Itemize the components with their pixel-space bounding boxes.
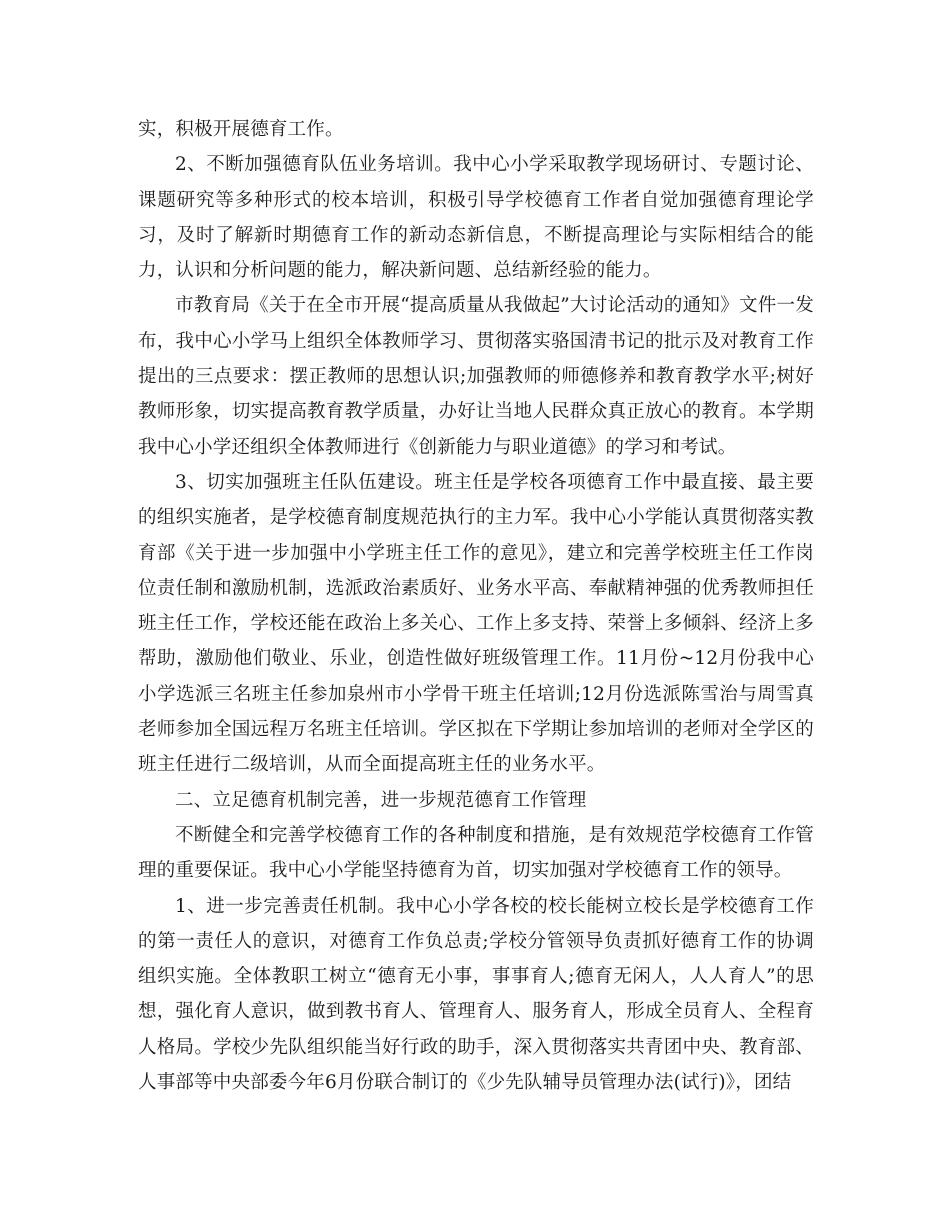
paragraph-4: 3、切实加强班主任队伍建设。班主任是学校各项德育工作中最直接、最主要的组织实施者，是学校德育制度规范执行的主力军。我中心小学能认真贯彻落实教育部《关于进一步加强中小学班主任工作的意见》，建立和完善学校班主任工作岗位责任制和激励机制，选派政治素质好、业务水平高、奉献精神强的优秀教师担任班主任工作，学校还能在政治上多关心、工作上多支持、荣誉上多倾斜、经济上多帮助，激励他们敬业、乐业，创造性做好班级管理工作。11月份~12月份我中心小学选派三名班主任参加泉州市小学骨干班主任培训;12月份选派陈雪治与周雪真老师参加全国远程万名班主任培训。学区拟在下学期让参加培训的老师对全学区的班主任进行二级培训，从而全面提高班主任的业务水平。: [138, 471, 814, 776]
paragraph-2: 2、不断加强德育队伍业务培训。我中心小学采取教学现场研讨、专题讨论、课题研究等多种形式的校本培训，积极引导学校德育工作者自觉加强德育理论学习，及时了解新时期德育工作的新动态新信息，不断提高理论与实际相结合的能力，认识和分析问题的能力，解决新问题、总结新经验的能力。: [138, 154, 814, 282]
paragraph-7: 1、进一步完善责任机制。我中心小学各校的校长能树立校长是学校德育工作的第一责任人的意识，对德育工作负总责;学校分管领导负责抓好德育工作的协调组织实施。全体教职工树立“德育无小事，事事育人;德育无闲人，人人育人”的思想，强化育人意识，做到教书育人、管理育人、服务育人，形成全员育人、全程育人格局。学校少先队组织能当好行政的助手，深入贯彻落实共青团中央、教育部、人事部等中央部委今年6月份联合制订的《少先队辅导员管理办法(试行)》，团结: [138, 895, 814, 1094]
paragraph-6: 不断健全和完善学校德育工作的各种制度和措施，是有效规范学校德育工作管理的重要保证。我中心小学能坚持德育为首，切实加强对学校德育工作的领导。: [138, 824, 814, 882]
section-heading: 二、立足德育机制完善，进一步规范德育工作管理: [175, 789, 587, 811]
document-body: [138, 112, 814, 1100]
paragraph-1: 实，积极开展德育工作。: [138, 119, 344, 140]
paragraph-3: 市教育局《关于在全市开展“提高质量从我做起”大讨论活动的通知》文件一发布，我中心小学马上组织全体教师学习、贯彻落实骆国清书记的批示及对教育工作提出的三点要求：摆正教师的思想认识;加强教师的师德修养和教育教学水平;树好教师形象，切实提高教育教学质量，办好让当地人民群众真正放心的教育。本学期我中心小学还组织全体教师进行《创新能力与职业道德》的学习和考试。: [138, 295, 814, 458]
